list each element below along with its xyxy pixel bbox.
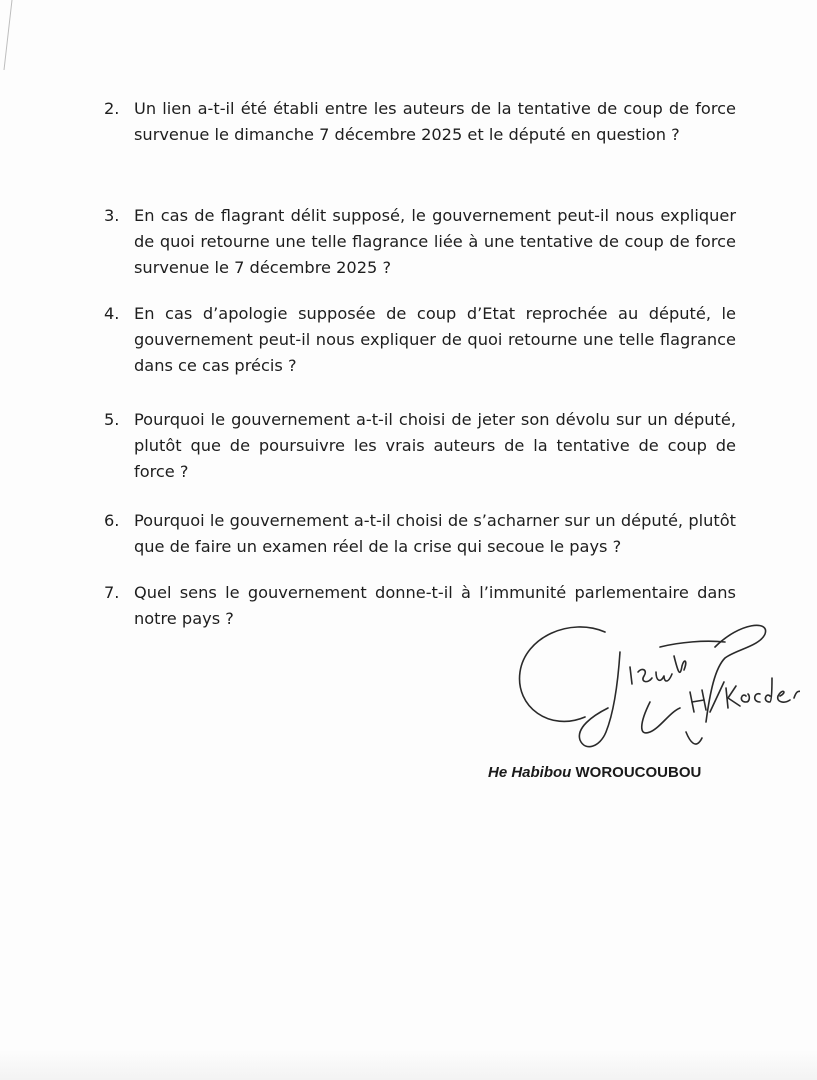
signer-given-name: He Habibou	[488, 764, 572, 781]
question-text: En cas de flagrant délit supposé, le gouvernement peut-il nous expliquer de quoi retourne une telle flagrance liée à une tentative de coup de force survenue le 7 décembre 2025 ?	[134, 206, 736, 277]
signature-block	[470, 612, 790, 792]
question-text: Quel sens le gouvernement donne-t-il à l’immunité parlementaire dans notre pays ?	[134, 583, 736, 628]
question-number: 6.	[104, 511, 120, 530]
question-item-5	[104, 407, 736, 485]
question-text: Pourquoi le gouvernement a-t-il choisi de s’acharner sur un député, plutôt que de faire un examen réel de la crise qui secoue le pays ?	[134, 511, 736, 556]
question-number: 4.	[104, 304, 120, 323]
question-item-4	[104, 301, 736, 379]
question-item-2	[104, 96, 736, 148]
question-number: 2.	[104, 99, 120, 118]
question-text: Pourquoi le gouvernement a-t-il choisi de jeter son dévolu sur un député, plutôt que de poursuivre les vrais auteurs de la tentative de coup de force ?	[134, 410, 736, 481]
handwritten-signature	[510, 612, 800, 762]
scan-shadow	[0, 1050, 817, 1080]
signer-surname: WOROUCOUBOU	[575, 764, 702, 781]
question-item-6	[104, 508, 736, 560]
question-number: 5.	[104, 410, 120, 429]
question-number: 7.	[104, 583, 120, 602]
question-text: Un lien a-t-il été établi entre les auteurs de la tentative de coup de force survenue le dimanche 7 décembre 2025 et le député en question ?	[134, 99, 736, 144]
question-number: 3.	[104, 206, 120, 225]
signer-name	[488, 764, 701, 781]
question-item-3	[104, 203, 736, 281]
question-text: En cas d’apologie supposée de coup d’Etat reprochée au député, le gouvernement peut-il nous expliquer de quoi retourne une telle flagrance dans ce cas précis ?	[134, 304, 736, 375]
